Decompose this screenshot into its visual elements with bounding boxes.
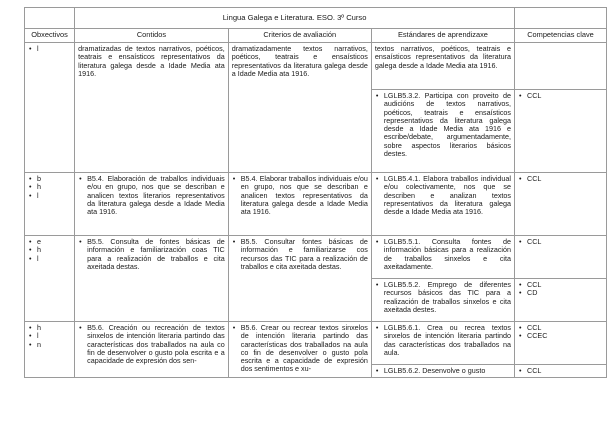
table-row (25, 173, 607, 236)
competence-item: • CCL (518, 324, 603, 332)
table-row (25, 236, 607, 279)
objective-item: • e (28, 238, 71, 246)
header-contents: Contidos (75, 29, 229, 43)
objective-item: • l (28, 192, 71, 200)
competences-cell (515, 236, 607, 279)
title-spacer-cell (25, 8, 75, 29)
objective-item: • l (28, 45, 71, 53)
standard-cell (371, 365, 514, 378)
standard-text: • LGLB5.5.2. Emprego de diferentes recursos básicos das TIC para a realización de traballos sinxelos e cita axeitada destes. (375, 281, 511, 314)
contents-cell: dramatizadas de textos narrativos, poéticos, teatrais e ensaísticos representativos da literatura galega desde a Idade Media ata 1916. (75, 43, 229, 173)
objective-item: • h (28, 246, 71, 254)
header-standards: Estándares de aprendizaxe (371, 29, 514, 43)
objective-item: • l (28, 255, 71, 263)
standard-cell (371, 90, 514, 173)
objective-item: • l (28, 332, 71, 340)
standard-text: • LGLB5.6.1. Crea ou recrea textos sinxelos de intención literaria partindo das características dos traballados na aula. (375, 324, 511, 357)
competences-cell (515, 322, 607, 365)
table-title-row (25, 8, 607, 29)
contents-cell (75, 173, 229, 236)
competences-cell (515, 279, 607, 322)
objectives-cell (25, 322, 75, 378)
contents-text: • B5.5. Consulta de fontes básicas de información e familiarización coas TIC para a realización de traballos e cita axeitada destas. (78, 238, 225, 271)
standard-cell (371, 236, 514, 279)
standard-text: • LGLB5.3.2. Participa con proveito de audicións de textos narrativos, poéticos, teatrais e ensaísticos representativos da literatura galega desde a Idade Media ata 1916 e escribe/debate, argumentadamente, sobre aspectos literarios básicos destes. (375, 92, 511, 158)
competence-item: • CCL (518, 238, 603, 246)
standard-cell: textos narrativos, poéticos, teatrais e ensaísticos representativos da literatura galega desde a Idade Media ata 1916. (371, 43, 514, 90)
contents-cell (75, 322, 229, 378)
criteria-text: • B5.5. Consultar fontes básicas de información e familiarizarse cos recursos das TIC para a realización de traballos e cita axeitada destas. (232, 238, 368, 271)
competence-item: • CCL (518, 281, 603, 289)
competence-item: • CCL (518, 175, 603, 183)
standard-cell (371, 322, 514, 365)
header-objectives: Obxectivos (25, 29, 75, 43)
criteria-cell (228, 236, 371, 322)
title-spacer-cell (515, 8, 607, 29)
table-row (25, 322, 607, 365)
curriculum-table (24, 7, 607, 378)
table-header-row (25, 29, 607, 43)
criteria-cell: dramatizadamente textos narrativos, poéticos, teatrais e ensaísticos representativos da literatura galega desde a Idade Media ata 1916. (228, 43, 371, 173)
competence-item: • CCL (518, 92, 603, 100)
standard-cell (371, 173, 514, 236)
objectives-cell (25, 43, 75, 173)
competence-item: • CCEC (518, 332, 603, 340)
competence-item: • CD (518, 289, 603, 297)
standard-cell (371, 279, 514, 322)
objective-item: • h (28, 324, 71, 332)
objective-item: • h (28, 183, 71, 191)
criteria-text: • B5.4. Elaborar traballos individuais e/ou en grupo, nos que se describan e analicen textos representativos da literatura galega desde a Idade Media ata 1916. (232, 175, 368, 216)
header-criteria: Criterios de avaliación (228, 29, 371, 43)
competences-cell (515, 90, 607, 173)
objectives-cell (25, 236, 75, 322)
competences-cell (515, 43, 607, 90)
standard-text: • LGLB5.5.1. Consulta fontes de información básicas para a realización de traballos sinxelos e cita axeitadamente. (375, 238, 511, 271)
table-row (25, 43, 607, 90)
objectives-cell (25, 173, 75, 236)
objective-item: • b (28, 175, 71, 183)
criteria-cell (228, 173, 371, 236)
criteria-text: • B5.6. Crear ou recrear textos sinxelos de intención literaria partindo das características dos traballados na aula co fin de desenvolver o gusto pola escrita e a capacidade de expresión dos sentimentos e xu- (232, 324, 368, 374)
objective-item: • n (28, 341, 71, 349)
contents-text: • B5.4. Elaboración de traballos individuais e/ou en grupo, nos que se describan e analicen textos literarios representativos da literatura galega desde a Idade Media ata 1916. (78, 175, 225, 216)
header-competences: Competencias clave (515, 29, 607, 43)
contents-cell (75, 236, 229, 322)
standard-text: • LGLB5.4.1. Elabora traballos individual e/ou colectivamente, nos que se describen e analizan textos representativos da literatura galega desde a Idade Media ata 1916. (375, 175, 511, 216)
criteria-cell (228, 322, 371, 378)
competences-cell (515, 173, 607, 236)
standard-text: • LGLB5.6.2. Desenvolve o gusto (375, 367, 511, 375)
competence-item: • CCL (518, 367, 603, 375)
competences-cell (515, 365, 607, 378)
contents-text: • B5.6. Creación ou recreación de textos sinxelos de intención literaria partindo das características dos traballados na aula co fin de desenvolver o gusto pola escrita e a capacidade de expresión dos sen- (78, 324, 225, 365)
table-title: Lingua Galega e Literatura. ESO. 3º Curso (75, 8, 515, 29)
